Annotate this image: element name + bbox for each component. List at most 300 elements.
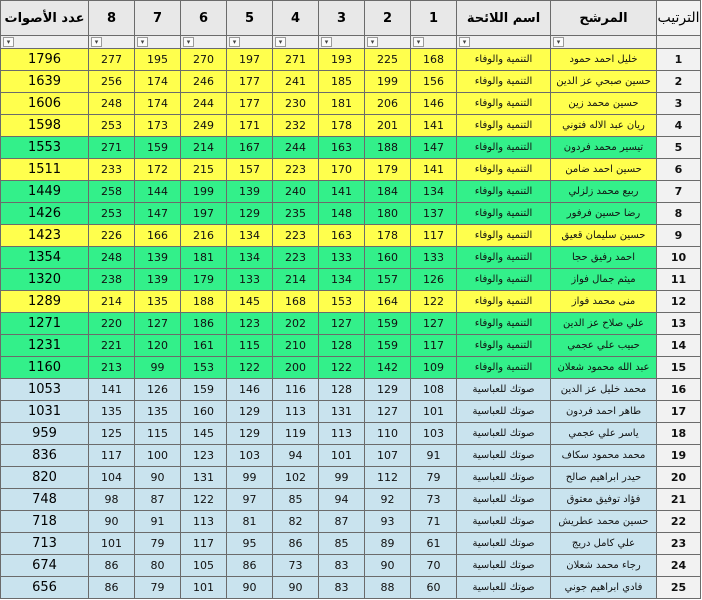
list-name-cell[interactable]: صوتك للعباسية: [457, 423, 551, 445]
rank-cell[interactable]: 8: [657, 203, 701, 225]
column-5-cell[interactable]: 145: [227, 291, 273, 313]
column-8-cell[interactable]: 277: [89, 49, 135, 71]
list-name-cell[interactable]: صوتك للعباسية: [457, 489, 551, 511]
column-8-cell[interactable]: 221: [89, 335, 135, 357]
votes-total-cell[interactable]: 1606: [1, 93, 89, 115]
column-5-cell[interactable]: 129: [227, 203, 273, 225]
column-3-cell[interactable]: 83: [319, 555, 365, 577]
list-name-cell[interactable]: التنمية والوفاء: [457, 291, 551, 313]
votes-total-cell[interactable]: 1031: [1, 401, 89, 423]
candidate-cell[interactable]: محمد خليل عز الدين: [551, 379, 657, 401]
votes-total-cell[interactable]: 656: [1, 577, 89, 599]
column-8-cell[interactable]: 258: [89, 181, 135, 203]
column-1-cell[interactable]: 168: [411, 49, 457, 71]
column-7-cell[interactable]: 166: [135, 225, 181, 247]
column-8-cell[interactable]: 101: [89, 533, 135, 555]
column-8-cell[interactable]: 226: [89, 225, 135, 247]
column-2-cell[interactable]: 225: [365, 49, 411, 71]
column-4-cell[interactable]: 73: [273, 555, 319, 577]
column-6-cell[interactable]: 246: [181, 71, 227, 93]
column-6-cell[interactable]: 249: [181, 115, 227, 137]
column-header-rank[interactable]: الترتيب: [657, 1, 701, 36]
column-3-cell[interactable]: 153: [319, 291, 365, 313]
votes-total-cell[interactable]: 1160: [1, 357, 89, 379]
list-name-cell[interactable]: صوتك للعباسية: [457, 577, 551, 599]
list-name-cell[interactable]: صوتك للعباسية: [457, 555, 551, 577]
candidate-cell[interactable]: حسين محمد عطريش: [551, 511, 657, 533]
column-4-cell[interactable]: 82: [273, 511, 319, 533]
column-1-cell[interactable]: 146: [411, 93, 457, 115]
column-4-cell[interactable]: 240: [273, 181, 319, 203]
column-8-cell[interactable]: 213: [89, 357, 135, 379]
dropdown-arrow-icon[interactable]: ▾: [229, 37, 240, 47]
rank-cell[interactable]: 1: [657, 49, 701, 71]
candidate-cell[interactable]: ريان عبد الاله فتوني: [551, 115, 657, 137]
column-7-cell[interactable]: 126: [135, 379, 181, 401]
votes-total-cell[interactable]: 1598: [1, 115, 89, 137]
candidate-cell[interactable]: احمد رفيق حجا: [551, 247, 657, 269]
rank-cell[interactable]: 14: [657, 335, 701, 357]
table-row[interactable]: [1, 247, 701, 269]
column-7-cell[interactable]: 91: [135, 511, 181, 533]
column-8-cell[interactable]: 238: [89, 269, 135, 291]
list-name-cell[interactable]: صوتك للعباسية: [457, 445, 551, 467]
column-5-cell[interactable]: 177: [227, 93, 273, 115]
table-row[interactable]: [1, 313, 701, 335]
column-2-cell[interactable]: 201: [365, 115, 411, 137]
column-3-cell[interactable]: 163: [319, 225, 365, 247]
column-header-list[interactable]: اسم اللائحة: [457, 1, 551, 36]
votes-total-cell[interactable]: 820: [1, 467, 89, 489]
column-7-cell[interactable]: 173: [135, 115, 181, 137]
column-2-cell[interactable]: 184: [365, 181, 411, 203]
candidate-cell[interactable]: علي صلاح عز الدين: [551, 313, 657, 335]
column-1-cell[interactable]: 126: [411, 269, 457, 291]
candidate-cell[interactable]: فؤاد توفيق معتوق: [551, 489, 657, 511]
candidate-cell[interactable]: ربيع محمد زلزلي: [551, 181, 657, 203]
column-header-5[interactable]: 5: [227, 1, 273, 36]
column-4-cell[interactable]: 202: [273, 313, 319, 335]
table-row[interactable]: [1, 291, 701, 313]
column-7-cell[interactable]: 159: [135, 137, 181, 159]
column-1-cell[interactable]: 137: [411, 203, 457, 225]
column-5-cell[interactable]: 115: [227, 335, 273, 357]
dropdown-arrow-icon[interactable]: ▾: [553, 37, 564, 47]
votes-total-cell[interactable]: 1354: [1, 247, 89, 269]
column-4-cell[interactable]: 94: [273, 445, 319, 467]
candidate-cell[interactable]: رجاء محمد شعلان: [551, 555, 657, 577]
table-row[interactable]: [1, 489, 701, 511]
column-6-cell[interactable]: 117: [181, 533, 227, 555]
column-6-cell[interactable]: 153: [181, 357, 227, 379]
column-4-cell[interactable]: 113: [273, 401, 319, 423]
column-2-cell[interactable]: 88: [365, 577, 411, 599]
list-name-cell[interactable]: صوتك للعباسية: [457, 533, 551, 555]
candidate-cell[interactable]: حسين سليمان قعيق: [551, 225, 657, 247]
column-7-cell[interactable]: 79: [135, 533, 181, 555]
column-6-cell[interactable]: 113: [181, 511, 227, 533]
candidate-cell[interactable]: محمد محمود سكاف: [551, 445, 657, 467]
rank-cell[interactable]: 25: [657, 577, 701, 599]
rank-cell[interactable]: 19: [657, 445, 701, 467]
column-1-cell[interactable]: 103: [411, 423, 457, 445]
column-4-cell[interactable]: 223: [273, 225, 319, 247]
column-7-cell[interactable]: 174: [135, 71, 181, 93]
column-2-cell[interactable]: 142: [365, 357, 411, 379]
candidate-cell[interactable]: ياسر علي عجمي: [551, 423, 657, 445]
rank-cell[interactable]: 2: [657, 71, 701, 93]
list-name-cell[interactable]: التنمية والوفاء: [457, 115, 551, 137]
table-row[interactable]: [1, 115, 701, 137]
column-5-cell[interactable]: 133: [227, 269, 273, 291]
column-8-cell[interactable]: 86: [89, 555, 135, 577]
candidate-cell[interactable]: خليل احمد حمود: [551, 49, 657, 71]
column-7-cell[interactable]: 174: [135, 93, 181, 115]
column-3-cell[interactable]: 193: [319, 49, 365, 71]
rank-cell[interactable]: 6: [657, 159, 701, 181]
dropdown-arrow-icon[interactable]: ▾: [459, 37, 470, 47]
column-2-cell[interactable]: 129: [365, 379, 411, 401]
column-4-cell[interactable]: 214: [273, 269, 319, 291]
table-row[interactable]: [1, 137, 701, 159]
column-7-cell[interactable]: 120: [135, 335, 181, 357]
rank-cell[interactable]: 4: [657, 115, 701, 137]
column-6-cell[interactable]: 186: [181, 313, 227, 335]
rank-cell[interactable]: 7: [657, 181, 701, 203]
column-4-cell[interactable]: 223: [273, 159, 319, 181]
column-header-candidate[interactable]: المرشح: [551, 1, 657, 36]
column-2-cell[interactable]: 89: [365, 533, 411, 555]
table-row[interactable]: [1, 93, 701, 115]
column-6-cell[interactable]: 181: [181, 247, 227, 269]
column-5-cell[interactable]: 123: [227, 313, 273, 335]
column-5-cell[interactable]: 129: [227, 423, 273, 445]
list-name-cell[interactable]: التنمية والوفاء: [457, 269, 551, 291]
table-row[interactable]: [1, 511, 701, 533]
column-3-cell[interactable]: 134: [319, 269, 365, 291]
column-8-cell[interactable]: 214: [89, 291, 135, 313]
column-7-cell[interactable]: 139: [135, 269, 181, 291]
column-4-cell[interactable]: 200: [273, 357, 319, 379]
column-8-cell[interactable]: 253: [89, 203, 135, 225]
column-3-cell[interactable]: 141: [319, 181, 365, 203]
candidate-cell[interactable]: تيسير محمد فردون: [551, 137, 657, 159]
votes-total-cell[interactable]: 1639: [1, 71, 89, 93]
column-3-cell[interactable]: 128: [319, 335, 365, 357]
candidate-cell[interactable]: حسين صبحي عز الدين: [551, 71, 657, 93]
column-3-cell[interactable]: 170: [319, 159, 365, 181]
votes-total-cell[interactable]: 748: [1, 489, 89, 511]
column-5-cell[interactable]: 177: [227, 71, 273, 93]
candidate-cell[interactable]: حسين محمد زين: [551, 93, 657, 115]
column-1-cell[interactable]: 133: [411, 247, 457, 269]
column-1-cell[interactable]: 134: [411, 181, 457, 203]
rank-cell[interactable]: 3: [657, 93, 701, 115]
candidate-cell[interactable]: فادي ابراهيم جوني: [551, 577, 657, 599]
column-6-cell[interactable]: 101: [181, 577, 227, 599]
column-8-cell[interactable]: 141: [89, 379, 135, 401]
list-name-cell[interactable]: التنمية والوفاء: [457, 159, 551, 181]
column-8-cell[interactable]: 248: [89, 93, 135, 115]
table-row[interactable]: [1, 335, 701, 357]
column-6-cell[interactable]: 188: [181, 291, 227, 313]
column-header-3[interactable]: 3: [319, 1, 365, 36]
column-3-cell[interactable]: 163: [319, 137, 365, 159]
column-4-cell[interactable]: 119: [273, 423, 319, 445]
list-name-cell[interactable]: التنمية والوفاء: [457, 225, 551, 247]
candidate-cell[interactable]: ميثم جمال فواز: [551, 269, 657, 291]
votes-total-cell[interactable]: 1271: [1, 313, 89, 335]
column-6-cell[interactable]: 123: [181, 445, 227, 467]
column-6-cell[interactable]: 122: [181, 489, 227, 511]
column-4-cell[interactable]: 271: [273, 49, 319, 71]
column-3-cell[interactable]: 122: [319, 357, 365, 379]
votes-total-cell[interactable]: 959: [1, 423, 89, 445]
column-1-cell[interactable]: 73: [411, 489, 457, 511]
column-6-cell[interactable]: 270: [181, 49, 227, 71]
candidate-cell[interactable]: رضا حسين فرفور: [551, 203, 657, 225]
column-1-cell[interactable]: 61: [411, 533, 457, 555]
dropdown-arrow-icon[interactable]: ▾: [413, 37, 424, 47]
list-name-cell[interactable]: التنمية والوفاء: [457, 247, 551, 269]
list-name-cell[interactable]: التنمية والوفاء: [457, 335, 551, 357]
rank-cell[interactable]: 13: [657, 313, 701, 335]
column-6-cell[interactable]: 160: [181, 401, 227, 423]
column-7-cell[interactable]: 195: [135, 49, 181, 71]
column-2-cell[interactable]: 164: [365, 291, 411, 313]
table-row[interactable]: [1, 181, 701, 203]
column-2-cell[interactable]: 199: [365, 71, 411, 93]
column-1-cell[interactable]: 71: [411, 511, 457, 533]
column-7-cell[interactable]: 139: [135, 247, 181, 269]
column-4-cell[interactable]: 232: [273, 115, 319, 137]
column-8-cell[interactable]: 253: [89, 115, 135, 137]
rank-cell[interactable]: 16: [657, 379, 701, 401]
table-row[interactable]: [1, 269, 701, 291]
column-8-cell[interactable]: 233: [89, 159, 135, 181]
column-7-cell[interactable]: 87: [135, 489, 181, 511]
column-8-cell[interactable]: 248: [89, 247, 135, 269]
table-row[interactable]: [1, 71, 701, 93]
table-row[interactable]: [1, 401, 701, 423]
candidate-cell[interactable]: منى محمد فواز: [551, 291, 657, 313]
column-1-cell[interactable]: 91: [411, 445, 457, 467]
candidate-cell[interactable]: حيدر ابراهيم صالح: [551, 467, 657, 489]
column-7-cell[interactable]: 147: [135, 203, 181, 225]
votes-total-cell[interactable]: 1796: [1, 49, 89, 71]
dropdown-arrow-icon[interactable]: ▾: [275, 37, 286, 47]
dropdown-arrow-icon[interactable]: ▾: [91, 37, 102, 47]
column-1-cell[interactable]: 109: [411, 357, 457, 379]
rank-cell[interactable]: 5: [657, 137, 701, 159]
rank-cell[interactable]: 17: [657, 401, 701, 423]
column-4-cell[interactable]: 241: [273, 71, 319, 93]
column-7-cell[interactable]: 135: [135, 291, 181, 313]
table-row[interactable]: [1, 577, 701, 599]
column-1-cell[interactable]: 60: [411, 577, 457, 599]
column-1-cell[interactable]: 79: [411, 467, 457, 489]
column-4-cell[interactable]: 102: [273, 467, 319, 489]
dropdown-arrow-icon[interactable]: ▾: [183, 37, 194, 47]
column-8-cell[interactable]: 256: [89, 71, 135, 93]
column-8-cell[interactable]: 104: [89, 467, 135, 489]
table-row[interactable]: [1, 159, 701, 181]
rank-cell[interactable]: 18: [657, 423, 701, 445]
column-3-cell[interactable]: 178: [319, 115, 365, 137]
column-6-cell[interactable]: 214: [181, 137, 227, 159]
column-3-cell[interactable]: 87: [319, 511, 365, 533]
rank-cell[interactable]: 12: [657, 291, 701, 313]
column-5-cell[interactable]: 86: [227, 555, 273, 577]
column-2-cell[interactable]: 93: [365, 511, 411, 533]
table-row[interactable]: [1, 225, 701, 247]
column-2-cell[interactable]: 206: [365, 93, 411, 115]
rank-cell[interactable]: 21: [657, 489, 701, 511]
column-5-cell[interactable]: 171: [227, 115, 273, 137]
column-7-cell[interactable]: 144: [135, 181, 181, 203]
column-2-cell[interactable]: 112: [365, 467, 411, 489]
column-5-cell[interactable]: 134: [227, 247, 273, 269]
column-3-cell[interactable]: 133: [319, 247, 365, 269]
table-row[interactable]: [1, 379, 701, 401]
column-7-cell[interactable]: 100: [135, 445, 181, 467]
column-3-cell[interactable]: 127: [319, 313, 365, 335]
rank-cell[interactable]: 10: [657, 247, 701, 269]
column-1-cell[interactable]: 108: [411, 379, 457, 401]
column-4-cell[interactable]: 210: [273, 335, 319, 357]
column-1-cell[interactable]: 127: [411, 313, 457, 335]
column-3-cell[interactable]: 101: [319, 445, 365, 467]
column-5-cell[interactable]: 99: [227, 467, 273, 489]
column-7-cell[interactable]: 172: [135, 159, 181, 181]
column-2-cell[interactable]: 110: [365, 423, 411, 445]
column-6-cell[interactable]: 197: [181, 203, 227, 225]
column-6-cell[interactable]: 161: [181, 335, 227, 357]
table-row[interactable]: [1, 467, 701, 489]
candidate-cell[interactable]: حبيب علي عجمي: [551, 335, 657, 357]
rank-cell[interactable]: 23: [657, 533, 701, 555]
rank-cell[interactable]: 9: [657, 225, 701, 247]
column-2-cell[interactable]: 160: [365, 247, 411, 269]
column-6-cell[interactable]: 159: [181, 379, 227, 401]
table-row[interactable]: [1, 445, 701, 467]
column-8-cell[interactable]: 117: [89, 445, 135, 467]
column-7-cell[interactable]: 99: [135, 357, 181, 379]
list-name-cell[interactable]: صوتك للعباسية: [457, 467, 551, 489]
list-name-cell[interactable]: التنمية والوفاء: [457, 357, 551, 379]
votes-total-cell[interactable]: 1553: [1, 137, 89, 159]
column-2-cell[interactable]: 179: [365, 159, 411, 181]
list-name-cell[interactable]: صوتك للعباسية: [457, 401, 551, 423]
column-2-cell[interactable]: 157: [365, 269, 411, 291]
column-8-cell[interactable]: 125: [89, 423, 135, 445]
column-6-cell[interactable]: 216: [181, 225, 227, 247]
candidate-cell[interactable]: علي كامل دريج: [551, 533, 657, 555]
column-5-cell[interactable]: 90: [227, 577, 273, 599]
column-5-cell[interactable]: 146: [227, 379, 273, 401]
column-3-cell[interactable]: 185: [319, 71, 365, 93]
table-row[interactable]: [1, 203, 701, 225]
column-header-6[interactable]: 6: [181, 1, 227, 36]
column-4-cell[interactable]: 86: [273, 533, 319, 555]
column-3-cell[interactable]: 128: [319, 379, 365, 401]
column-2-cell[interactable]: 127: [365, 401, 411, 423]
column-1-cell[interactable]: 141: [411, 115, 457, 137]
column-5-cell[interactable]: 139: [227, 181, 273, 203]
table-row[interactable]: [1, 423, 701, 445]
column-5-cell[interactable]: 129: [227, 401, 273, 423]
table-row[interactable]: [1, 357, 701, 379]
column-header-2[interactable]: 2: [365, 1, 411, 36]
column-5-cell[interactable]: 81: [227, 511, 273, 533]
list-name-cell[interactable]: التنمية والوفاء: [457, 203, 551, 225]
column-3-cell[interactable]: 85: [319, 533, 365, 555]
column-7-cell[interactable]: 115: [135, 423, 181, 445]
votes-total-cell[interactable]: 1289: [1, 291, 89, 313]
dropdown-arrow-icon[interactable]: ▾: [321, 37, 332, 47]
column-5-cell[interactable]: 167: [227, 137, 273, 159]
column-1-cell[interactable]: 147: [411, 137, 457, 159]
votes-total-cell[interactable]: 1426: [1, 203, 89, 225]
column-1-cell[interactable]: 156: [411, 71, 457, 93]
votes-total-cell[interactable]: 836: [1, 445, 89, 467]
column-5-cell[interactable]: 197: [227, 49, 273, 71]
column-4-cell[interactable]: 244: [273, 137, 319, 159]
column-3-cell[interactable]: 113: [319, 423, 365, 445]
rank-cell[interactable]: 24: [657, 555, 701, 577]
column-2-cell[interactable]: 92: [365, 489, 411, 511]
column-7-cell[interactable]: 79: [135, 577, 181, 599]
column-2-cell[interactable]: 188: [365, 137, 411, 159]
column-3-cell[interactable]: 83: [319, 577, 365, 599]
column-6-cell[interactable]: 131: [181, 467, 227, 489]
votes-total-cell[interactable]: 1231: [1, 335, 89, 357]
column-2-cell[interactable]: 107: [365, 445, 411, 467]
column-4-cell[interactable]: 90: [273, 577, 319, 599]
column-5-cell[interactable]: 95: [227, 533, 273, 555]
list-name-cell[interactable]: التنمية والوفاء: [457, 49, 551, 71]
candidate-cell[interactable]: حسين احمد ضامن: [551, 159, 657, 181]
dropdown-arrow-icon[interactable]: ▾: [367, 37, 378, 47]
column-8-cell[interactable]: 220: [89, 313, 135, 335]
candidate-cell[interactable]: طاهر احمد فردون: [551, 401, 657, 423]
column-2-cell[interactable]: 90: [365, 555, 411, 577]
votes-total-cell[interactable]: 1511: [1, 159, 89, 181]
column-2-cell[interactable]: 178: [365, 225, 411, 247]
column-1-cell[interactable]: 141: [411, 159, 457, 181]
column-3-cell[interactable]: 148: [319, 203, 365, 225]
column-5-cell[interactable]: 122: [227, 357, 273, 379]
rank-cell[interactable]: 11: [657, 269, 701, 291]
column-6-cell[interactable]: 244: [181, 93, 227, 115]
list-name-cell[interactable]: صوتك للعباسية: [457, 511, 551, 533]
votes-total-cell[interactable]: 1053: [1, 379, 89, 401]
column-6-cell[interactable]: 145: [181, 423, 227, 445]
column-6-cell[interactable]: 215: [181, 159, 227, 181]
column-4-cell[interactable]: 235: [273, 203, 319, 225]
column-5-cell[interactable]: 134: [227, 225, 273, 247]
column-5-cell[interactable]: 157: [227, 159, 273, 181]
candidate-cell[interactable]: عبد الله محمود شعلان: [551, 357, 657, 379]
rank-cell[interactable]: 15: [657, 357, 701, 379]
column-2-cell[interactable]: 159: [365, 335, 411, 357]
column-8-cell[interactable]: 90: [89, 511, 135, 533]
votes-total-cell[interactable]: 718: [1, 511, 89, 533]
column-3-cell[interactable]: 99: [319, 467, 365, 489]
column-4-cell[interactable]: 85: [273, 489, 319, 511]
list-name-cell[interactable]: التنمية والوفاء: [457, 71, 551, 93]
column-4-cell[interactable]: 223: [273, 247, 319, 269]
